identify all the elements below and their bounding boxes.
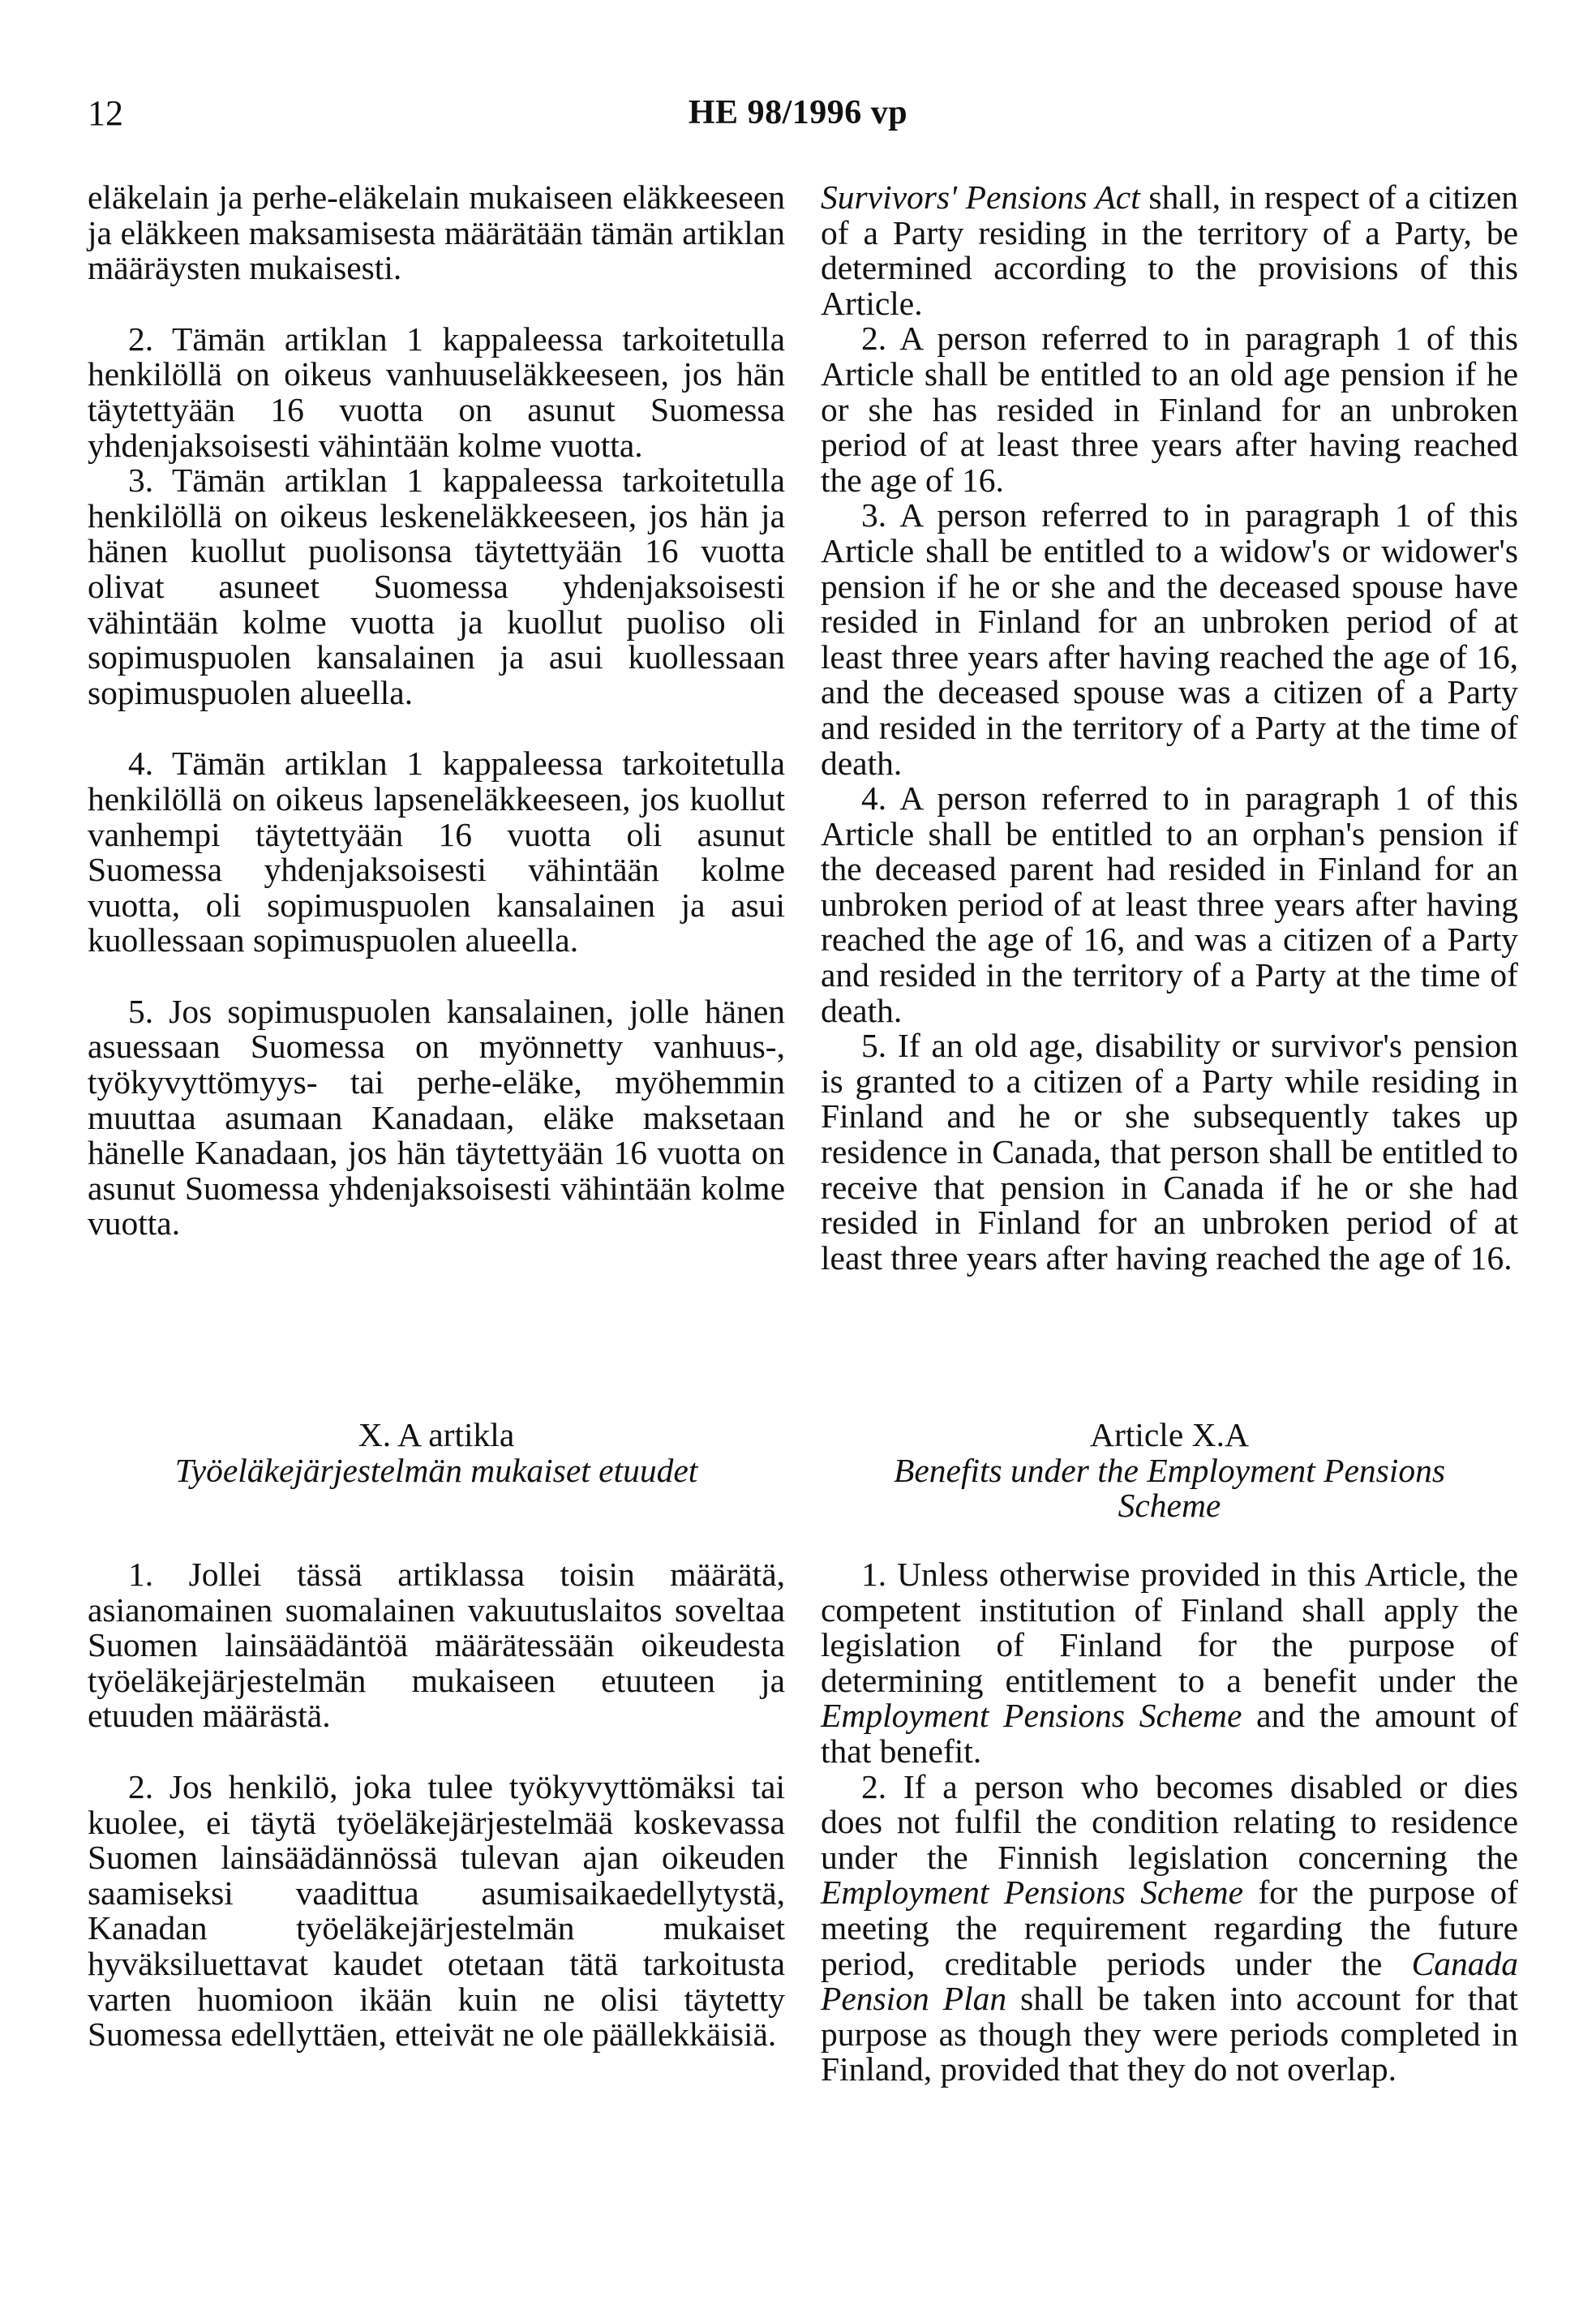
right-a2-text-3: shall be taken into account for that purpose as though they were periods completed in Finland, provided that they do not overlap. — [821, 1980, 1518, 2088]
right-paragraph-5: 5. If an old age, disability or survivor's pension is granted to a citizen of a Party while residing in Finland and he or she subsequently takes up residence in Canada, that person shall be entitled to receive that pension in Canada if he or she had resided in Finland for an unbroken period of at least three years after having reached the age of 16. — [821, 1027, 1518, 1277]
left-paragraph-4: 4. Tämän artiklan 1 kappaleessa tarkoitetulla henkilöllä on oikeus lapseneläkkeeseen, jos kuollut vanhempi täytettyään 16 vuotta oli asunut Suomessa yhdenjaksoisesti vähintään kolme vuotta, oli sopimuspuolen kansalainen ja asui kuollessaan sopimuspuolen alueella. — [88, 745, 785, 959]
finnish-article-heading — [88, 1418, 785, 1488]
right-paragraph-3: 3. A person referred to in paragraph 1 of this Article shall be entitled to a widow's or widower's pension if he or she and the deceased spouse have resided in Finland for an unbroken period of at least three years after having reached the age of 16, and the deceased spouse was a citizen of a Party and resided in the territory of a Party at the time of death. — [821, 496, 1518, 782]
right-article-paragraph-1 — [821, 1557, 1518, 1770]
right-paragraph-4: 4. A person referred to in paragraph 1 of this Article shall be entitled to an orphan's pension if the deceased parent had resided in Finland for an unbroken period of at least three years after having reached the age of 16, and was a citizen of a Party and resided in the territory of a Party at the time of death. — [821, 779, 1518, 1029]
left-paragraph-2: 2. Tämän artiklan 1 kappaleessa tarkoitetulla henkilöllä on oikeus vanhuuseläkkeeseen, jos hän täytettyään 16 vuotta on asunut Suomessa yhdenjaksoisesti vähintään kolme vuotta. — [88, 320, 785, 464]
right-intro-act-name: Survivors' Pensions Act — [821, 178, 1140, 216]
left-paragraph-5: 5. Jos sopimuspuolen kansalainen, jolle hänen asuessaan Suomessa on myönnetty vanhuus-, työkyvyttömyys- tai perhe-eläke, myöhemmin muuttaa asumaan Kanadaan, eläke maksetaan hänelle Kanadaan, jos hän täytettyään 16 vuotta on asunut Suomessa yhdenjaksoisesti vähintään kolme vuotta. — [88, 992, 785, 1243]
left-article-paragraph-1: 1. Jollei tässä artiklassa toisin määrätä, asianomainen suomalainen vakuutuslaitos soveltaa Suomen lainsäädäntöä määrätessään oikeudesta työeläkejärjestelmän mukaiseen etuuteen ja etuuden määrästä. — [88, 1556, 785, 1735]
english-column — [821, 180, 1518, 1276]
page-number: 12 — [88, 93, 123, 133]
finnish-column — [88, 180, 785, 1242]
right-a1-scheme-name: Employment Pensions Scheme — [821, 1697, 1242, 1735]
left-intro-paragraph: eläkelain ja perhe-eläkelain mukaiseen eläkkeeseen ja eläkkeen maksamisesta määrätään tämän artiklan määräysten mukaisesti. — [88, 178, 785, 287]
right-a2-text-2: for the purpose of meeting the requirement regarding the future period, creditable periods under the — [821, 1873, 1518, 1982]
right-intro-text: shall, in respect of a citizen of a Party residing in the territory of a Party, be determined according to the provisions of this Article. — [821, 178, 1518, 322]
left-article-subtitle: Työeläkejärjestelmän mukaiset etuudet — [174, 1451, 698, 1489]
right-a1-text-2: and the amount of that benefit. — [821, 1697, 1518, 1770]
english-article-body — [821, 1557, 1518, 2088]
right-intro-paragraph — [821, 180, 1518, 321]
right-article-title: Article X.A — [1090, 1416, 1249, 1453]
left-paragraph-3: 3. Tämän artiklan 1 kappaleessa tarkoitetulla henkilöllä on oikeus leskeneläkkeeseen, jos hän ja hänen kuollut puolisonsa täytettyään 16 vuotta olivat asuneet Suomessa yhdenjaksoisesti vähintään kolme vuotta ja kuollut puoliso oli sopimuspuolen kansalainen ja asui kuollessaan sopimuspuolen alueella. — [88, 461, 785, 711]
left-article-paragraph-2: 2. Jos henkilö, joka tulee työkyvyttömäksi tai kuolee, ei täytä työeläkejärjestelmää koskevassa Suomen lainsäädännössä tulevan ajan oikeuden saamiseksi vaadittua asumisaikaedellytystä, Kanadan työeläkejärjestelmän mukaiset hyväksiluettavat kaudet otetaan tätä tarkoitusta varten huomioon ikään kuin ne olisi täytetty Suomessa edellyttäen, etteivät ne ole päällekkäisiä. — [88, 1767, 785, 2054]
right-a1-text-1: 1. Unless otherwise provided in this Article, the competent institution of Finland shall apply the legislation of Finland for the purpose of determining entitlement to a benefit under the — [821, 1556, 1518, 1699]
english-article-heading — [821, 1418, 1518, 1524]
finnish-article-body — [88, 1557, 785, 2053]
right-a2-scheme-name: Employment Pensions Scheme — [821, 1873, 1243, 1912]
right-article-subtitle: Benefits under the Employment Pensions Scheme — [894, 1451, 1445, 1525]
right-article-paragraph-2 — [821, 1767, 1518, 2088]
right-a2-text-1: 2. If a person who becomes disabled or dies does not fulfil the condition relating to residence under the Finnish legislation concerning the — [821, 1767, 1518, 1876]
left-article-title: X. A artikla — [358, 1416, 515, 1453]
right-a2-plan-name: Canada Pension Plan — [821, 1944, 1518, 2018]
right-paragraph-2: 2. A person referred to in paragraph 1 of this Article shall be entitled to an old age pension if he or she has resided in Finland for an unbroken period of at least three years after having reached the age of 16. — [821, 320, 1518, 499]
running-head: HE 98/1996 vp — [688, 94, 908, 131]
